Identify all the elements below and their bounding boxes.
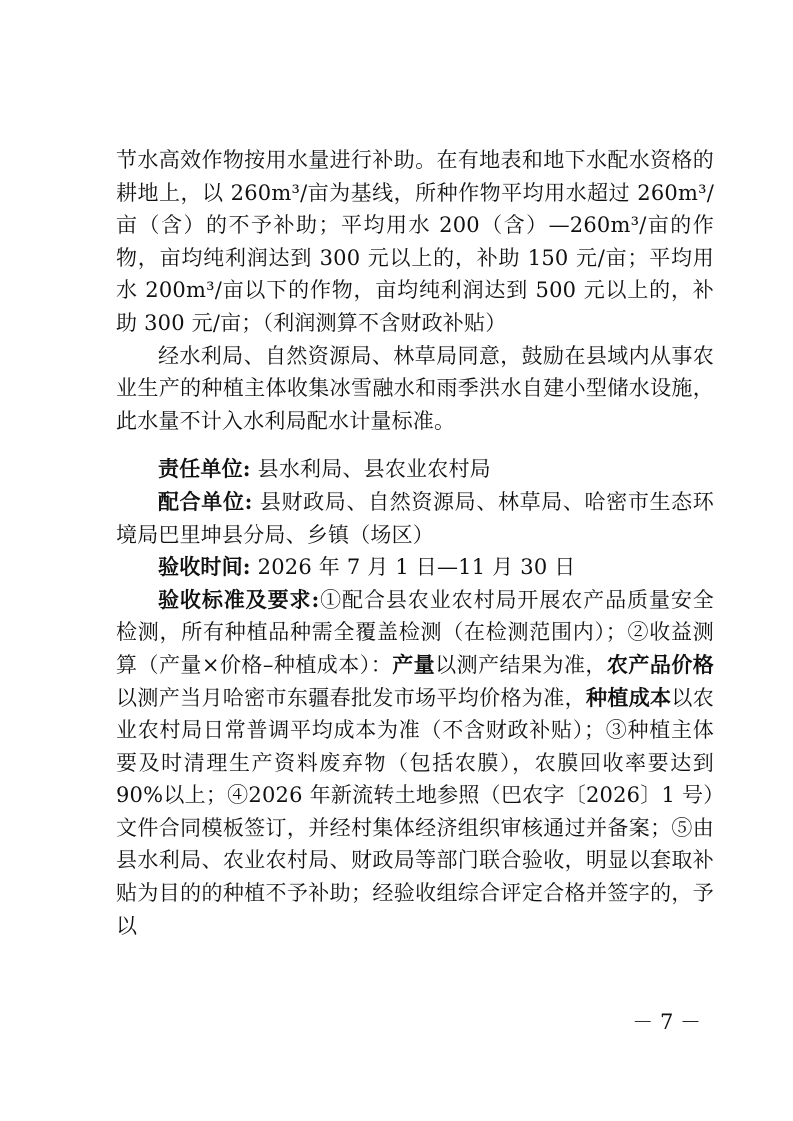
acceptance-criteria-label: 验收标准及要求: [158, 586, 320, 612]
criteria-text-2: 以测产结果为准， [435, 652, 607, 677]
criteria-text-1: ①配合县农业农村局开展农产品质量安全检测，所有种植品种需全覆盖检测（在检测范围内）；②收益测算（产量×价格–种植成本）： [116, 587, 714, 677]
criteria-text-4: 以农业农村局日常普调平均成本为准（不含财政补贴）；③种植主体要及时清理生产资料废弃物（包括农膜），农膜回收率要达到 90%以上；④2026 年新流转土地参照（巴农字〔2026〕1 号）文件合同模板签订，并经村集体经济组织审核通过并备案；⑤由县水利局、农业农村局、财政局等部门联合验收，明显以套取补贴为目的的种植不予补助；经验收组综合评定合格并签字的，予以 [116, 685, 714, 938]
subsidy-paragraph: 节水高效作物按用水量进行补助。在有地表和地下水配水资格的耕地上，以 260m³/亩为基线，所种作物平均用水超过 260m³/亩（含）的不予补助；平均用水 200（含）—260m³/亩的作物，亩均纯利润达到 300 元以上的，补助 150 元/亩；平均用水 200m³/亩以下的作物，亩均纯利润达到 500 元以上的，补助 300 元/亩；（利润测算不含财政补贴） [116, 148, 714, 335]
term-price: 农产品价格 [606, 651, 714, 677]
criteria-text-3: 以测产当月哈密市东疆春批发市场平均价格为准， [116, 685, 586, 710]
water-storage-paragraph: 经水利局、自然资源局、林草局同意，鼓励在县域内从事农业生产的种植主体收集冰雪融水和雨季洪水自建小型储水设施，此水量不计入水利局配水计量标准。 [116, 343, 714, 433]
cooperating-unit-line [116, 486, 714, 551]
acceptance-time-value: 2026 年 7 月 1 日—11 月 30 日 [250, 555, 576, 580]
responsible-unit-value: 县水利局、县农业农村局 [250, 457, 491, 482]
document-body [116, 144, 714, 942]
acceptance-time-line [116, 551, 714, 584]
cooperating-unit-label: 配合单位: [158, 488, 253, 514]
acceptance-criteria-paragraph [116, 584, 714, 943]
acceptance-time-label: 验收时间: [158, 554, 251, 580]
cooperating-unit-value: 县财政局、自然资源局、林草局、哈密市生态环境局巴里坤县分局、乡镇（场区） [116, 489, 714, 547]
term-cost: 种植成本 [585, 684, 672, 710]
page-number: － 7 － [632, 1010, 701, 1034]
responsible-unit-label: 责任单位: [158, 456, 251, 482]
responsible-unit-line [116, 453, 714, 486]
term-yield: 产量 [392, 651, 436, 677]
